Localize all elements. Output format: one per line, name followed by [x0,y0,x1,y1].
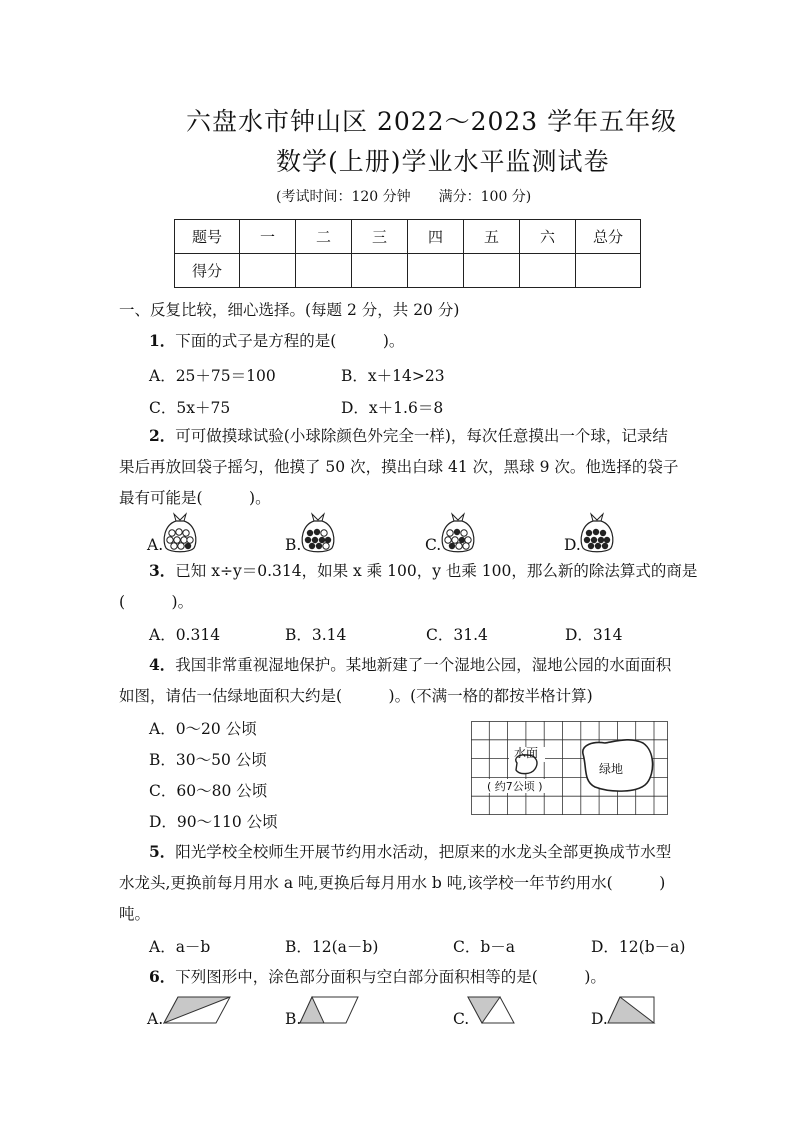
score-entry-cell[interactable] [352,254,408,288]
score-table-cell: 得分 [175,254,240,288]
score-entry-cell[interactable] [296,254,352,288]
wetland-grid-figure [471,721,668,815]
water-label: 水面 [514,746,539,760]
q2-option-c-label: C. [425,536,442,554]
score-entry-cell[interactable] [576,254,641,288]
q4-text: 我国非常重视湿地保护。某地新建了一个湿地公园，湿地公园的水面面积 [175,656,672,674]
q2-text: 可可做摸球试验(小球除颜色外完全一样)，每次任意摸出一个球，记录结 [175,427,668,445]
score-entry-cell[interactable] [520,254,576,288]
q5-stem-line2: 水龙头,更换前每月用水 a 吨,更换后每月用水 b 吨,该学校一年节约用水( ) [119,874,666,892]
q5-stem-line3: 吨。 [119,905,151,923]
q6-number: 6． [149,967,176,986]
q2-option-b-label: B. [285,536,302,554]
exam-info: (考试时间：120 分钟 满分：100 分) [276,189,532,205]
ball-bag-a-icon [160,511,200,553]
score-table-cell: 二 [296,220,352,254]
q4-stem-line2: 如图，请估一估绿地面积大约是( )。(不满一格的都按半格计算) [119,687,593,705]
score-table [174,219,641,288]
q1-option-d[interactable]: D．x＋1.6＝8 [341,399,444,417]
q4-option-d[interactable]: D．90～110 公顷 [149,813,278,831]
q2-stem-line1 [149,426,668,446]
q6-option-a-label: A. [147,1010,164,1028]
q2-stem-line2: 果后再放回袋子摇匀，他摸了 50 次，摸出白球 41 次，黑球 9 次。他选择的袋子 [119,458,679,476]
score-entry-cell[interactable] [464,254,520,288]
q1-option-a[interactable]: A．25＋75＝100 [149,367,276,385]
water-area-label: ( 约7公顷 ) [487,780,543,793]
q3-text: 已知 x÷y＝0.314，如果 x 乘 100，y 也乘 100，那么新的除法算式的商是 [175,562,698,580]
q2-option-d-label: D. [564,536,581,554]
q6-shape-d-figure [606,996,658,1024]
q1-stem [149,331,404,351]
q4-option-b[interactable]: B．30～50 公顷 [149,751,267,769]
q1-number: 1． [149,331,176,350]
q5-option-a[interactable]: A．a－b [149,938,211,956]
q3-option-b[interactable]: B．3.14 [285,626,347,644]
score-table-cell: 三 [352,220,408,254]
q6-shape-b-figure [298,996,360,1024]
q4-option-c[interactable]: C．60～80 公顷 [149,782,268,800]
exam-title-line2: 数学(上册)学业水平监测试卷 [276,147,610,176]
score-entry-cell[interactable] [408,254,464,288]
q3-stem-line1 [149,561,697,581]
q4-number: 4． [149,655,176,674]
q3-option-c[interactable]: C．31.4 [426,626,488,644]
score-table-score-row [175,254,641,288]
green-label: 绿地 [599,762,624,776]
score-table-cell: 六 [520,220,576,254]
q5-text: 阳光学校全校师生开展节约用水活动，把原来的水龙头全部更换成节水型 [175,843,672,861]
q2-number: 2． [149,426,176,445]
q6-shape-a-figure [162,996,232,1024]
q6-option-b-label: B. [285,1010,302,1028]
ball-bag-d-icon [577,511,617,553]
q3-option-d[interactable]: D．314 [565,626,623,644]
q6-option-c-label: C. [453,1010,470,1028]
q2-stem-line3: 最有可能是( )。 [119,489,271,507]
score-table-cell: 总分 [576,220,641,254]
q3-number: 3． [149,561,176,580]
q3-stem-line2: ( )。 [119,593,194,611]
exam-title-line1: 六盘水市钟山区 2022～2023 学年五年级 [186,107,678,136]
q5-number: 5． [149,842,176,861]
score-table-cell: 四 [408,220,464,254]
q5-option-d[interactable]: D．12(b－a) [591,938,686,956]
score-table-cell: 一 [240,220,296,254]
q5-stem-line1 [149,842,671,862]
q1-option-c[interactable]: C．5x＋75 [149,399,231,417]
q2-option-a-label: A. [147,536,164,554]
q6-text: 下列图形中，涂色部分面积与空白部分面积相等的是( )。 [175,968,606,986]
q6-stem [149,967,606,987]
q1-option-b[interactable]: B．x＋14>23 [341,367,445,385]
q5-option-c[interactable]: C．b－a [453,938,516,956]
score-entry-cell[interactable] [240,254,296,288]
q5-option-b[interactable]: B．12(a－b) [285,938,379,956]
q1-text: 下面的式子是方程的是( )。 [175,332,405,350]
q4-option-a[interactable]: A．0～20 公顷 [149,720,257,738]
q4-stem-line1 [149,655,671,675]
q3-option-a[interactable]: A．0.314 [149,626,221,644]
q6-option-a[interactable] [147,1010,163,1028]
q6-shape-c-figure [466,996,516,1024]
section1-heading: 一、反复比较，细心选择。(每题 2 分，共 20 分) [119,301,460,319]
ball-bag-b-icon [298,511,338,553]
score-table-cell: 题号 [175,220,240,254]
score-table-header-row [175,220,641,254]
ball-bag-c-icon [438,511,478,553]
q6-option-d-label: D. [591,1010,608,1028]
score-table-cell: 五 [464,220,520,254]
